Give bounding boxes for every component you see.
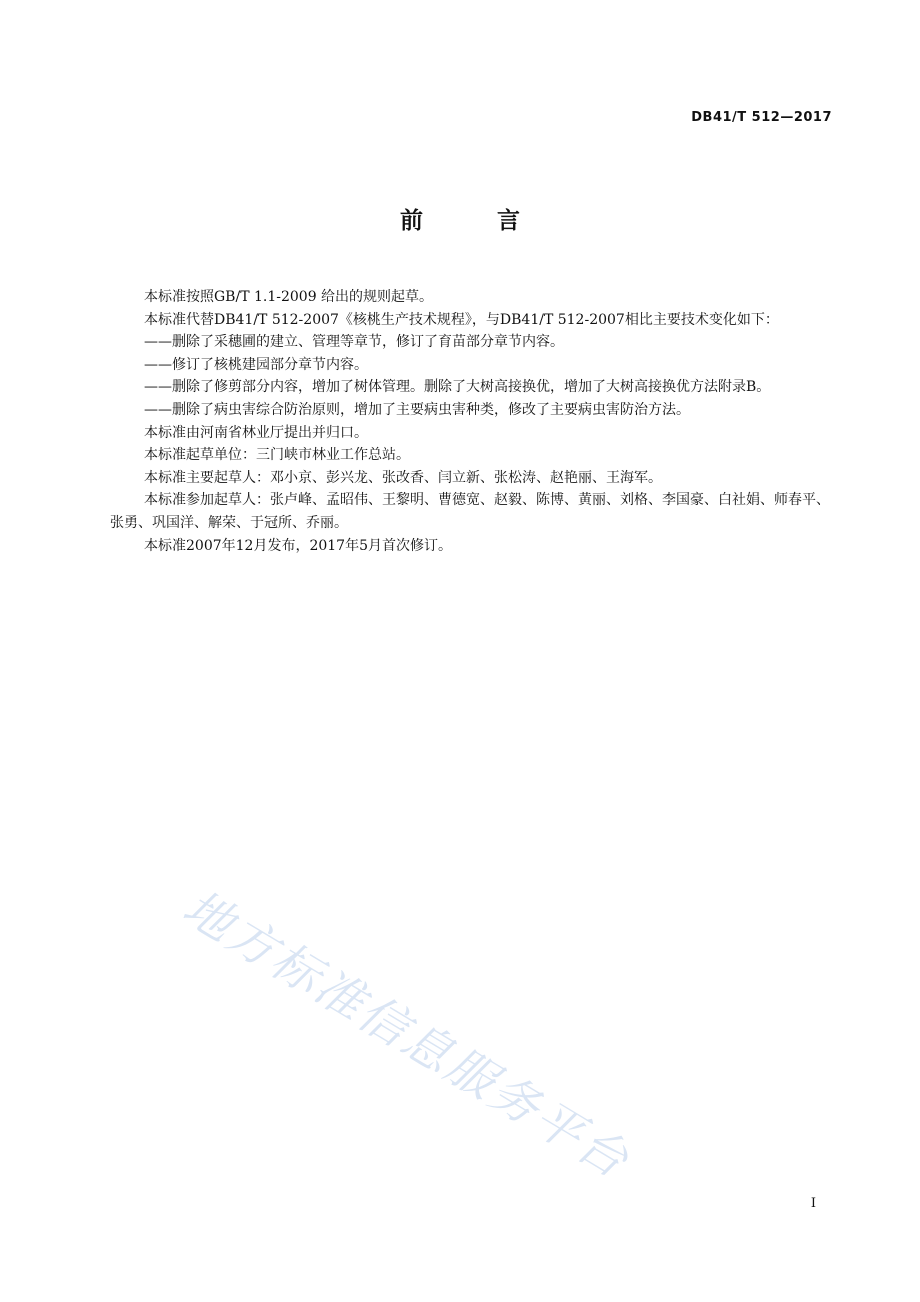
page-title: 前言 bbox=[400, 208, 594, 234]
watermark: 地方标准信息服务平台 bbox=[173, 879, 640, 1191]
paragraph-replacement: 本标准代替DB41/T 512-2007《核桃生产技术规程》，与DB41/T 512-2007相比主要技术变化如下： bbox=[144, 311, 779, 328]
paragraph-change-1: ——删除了采穗圃的建立、管理等章节，修订了育苗部分章节内容。 bbox=[144, 334, 564, 351]
paragraph-main-drafters: 本标准主要起草人：邓小京、彭兴龙、张改香、闫立新、张松涛、赵艳丽、王海军。 bbox=[144, 469, 662, 486]
paragraph-change-3: ——删除了修剪部分内容，增加了树体管理。删除了大树高接换优，增加了大树高接换优方法附录B。 bbox=[144, 379, 771, 396]
paragraph-proposer: 本标准由河南省林业厅提出并归口。 bbox=[144, 424, 368, 441]
foreword-body bbox=[110, 286, 830, 557]
paragraph-participating-drafters: 本标准参加起草人：张卢峰、孟昭伟、王黎明、曹德宽、赵毅、陈博、黄丽、刘格、李国豪、白社娟、师春平、张勇、巩国洋、解荣、于冠所、乔丽。 bbox=[110, 492, 830, 531]
paragraph-drafting-rules: 本标准按照GB/T 1.1-2009 给出的规则起草。 bbox=[144, 289, 434, 305]
paragraph-change-2: ——修订了核桃建园部分章节内容。 bbox=[144, 356, 368, 373]
paragraph-change-4: ——删除了病虫害综合防治原则，增加了主要病虫害种类，修改了主要病虫害防治方法。 bbox=[144, 401, 690, 418]
paragraph-drafting-unit: 本标准起草单位：三门峡市林业工作总站。 bbox=[144, 447, 410, 464]
page-number: I bbox=[810, 1196, 816, 1211]
paragraph-release-history: 本标准2007年12月发布，2017年5月首次修订。 bbox=[144, 537, 452, 554]
document-code: DB41/T 512—2017 bbox=[691, 110, 832, 125]
